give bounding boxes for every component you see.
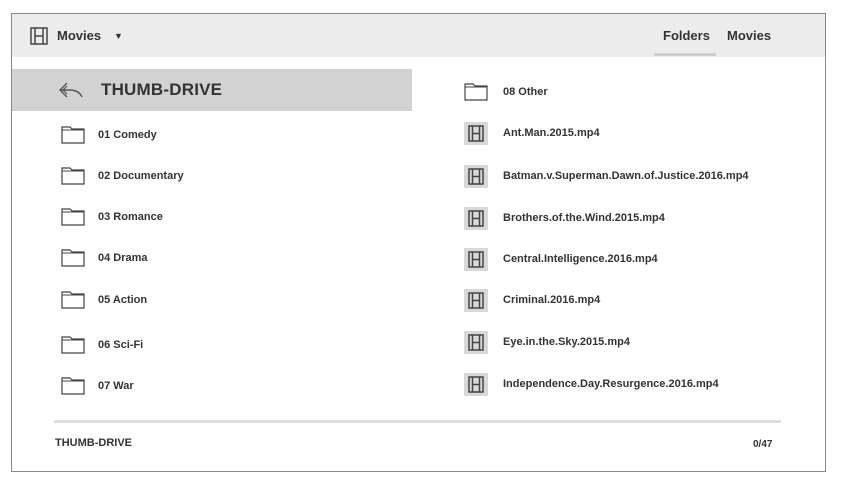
film-icon bbox=[464, 165, 488, 188]
list-item-label: 02 Documentary bbox=[98, 170, 184, 182]
list-item-label: Batman.v.Superman.Dawn.of.Justice.2016.mp4 bbox=[503, 170, 749, 182]
list-item-label: Central.Intelligence.2016.mp4 bbox=[503, 253, 658, 265]
list-item-label: Independence.Day.Resurgence.2016.mp4 bbox=[503, 378, 719, 390]
film-icon bbox=[464, 122, 488, 145]
media-browser-window bbox=[11, 13, 826, 472]
list-item-label: Eye.in.the.Sky.2015.mp4 bbox=[503, 336, 630, 348]
back-arrow-icon bbox=[57, 80, 85, 100]
folder-icon bbox=[61, 336, 85, 354]
film-icon bbox=[464, 207, 488, 230]
folder-icon bbox=[61, 377, 85, 395]
item-counter: 0/47 bbox=[753, 439, 773, 450]
tab-folders[interactable]: Folders bbox=[663, 28, 710, 43]
list-item-label: 01 Comedy bbox=[98, 129, 157, 141]
tab-selected-indicator bbox=[654, 53, 716, 56]
list-item-label: 04 Drama bbox=[98, 252, 148, 264]
film-icon bbox=[464, 373, 488, 396]
tab-movies[interactable]: Movies bbox=[727, 28, 772, 43]
film-icon bbox=[464, 289, 488, 312]
list-item-label: 08 Other bbox=[503, 86, 548, 98]
list-item-label: 06 Sci-Fi bbox=[98, 339, 144, 351]
folder-icon bbox=[61, 291, 85, 309]
list-item-label: 05 Action bbox=[98, 294, 148, 306]
folder-icon bbox=[61, 249, 85, 267]
folder-icon bbox=[61, 167, 85, 185]
folder-icon bbox=[464, 83, 488, 101]
film-icon bbox=[464, 248, 488, 271]
footer-divider bbox=[54, 420, 781, 423]
list-item-label: Criminal.2016.mp4 bbox=[503, 294, 601, 306]
chevron-down-icon[interactable]: ▼ bbox=[114, 31, 123, 41]
footer-path: THUMB-DRIVE bbox=[55, 437, 132, 449]
current-location-label: THUMB-DRIVE bbox=[101, 80, 223, 99]
top-bar bbox=[12, 14, 825, 57]
back-button[interactable] bbox=[12, 69, 412, 111]
list-item-label: Brothers.of.the.Wind.2015.mp4 bbox=[503, 212, 665, 224]
list-item-label: 03 Romance bbox=[98, 211, 163, 223]
folder-icon bbox=[61, 208, 85, 226]
film-icon bbox=[30, 27, 48, 45]
app-title-dropdown[interactable]: Movies bbox=[57, 28, 102, 43]
list-item-label: Ant.Man.2015.mp4 bbox=[503, 127, 600, 139]
film-icon bbox=[464, 331, 488, 354]
list-item-label: 07 War bbox=[98, 380, 134, 392]
folder-icon bbox=[61, 126, 85, 144]
